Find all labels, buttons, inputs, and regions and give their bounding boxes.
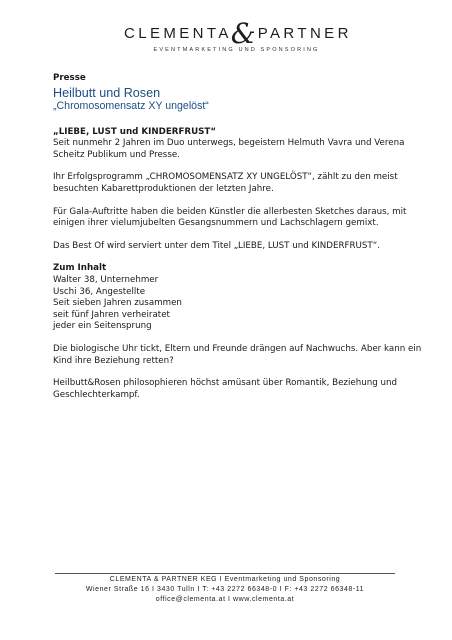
document-title: Heilbutt und Rosen	[53, 85, 161, 100]
list-item: Seit sieben Jahren zusammen	[53, 298, 182, 309]
logo-name-right: PARTNER	[257, 25, 352, 42]
show-heading: „LIEBE, LUST und KINDERFRUST“	[53, 126, 217, 137]
footer-company: CLEMENTA & PARTNER KEG I Eventmarketing und Sponsoring	[109, 576, 341, 583]
list-item: seit fünf Jahren verheiratet	[53, 309, 170, 320]
section-label: Presse	[53, 73, 86, 83]
document-body	[53, 73, 423, 412]
list-item: Uschi 36, Angestellte	[53, 286, 146, 297]
document-subtitle: „Chromosomensatz XY ungelöst“	[53, 99, 209, 112]
logo-tagline: EVENTMARKETING UND SPONSORING	[153, 47, 320, 53]
paragraph-philosophy: Heilbutt&Rosen philosophieren höchst amüsant über Romantik, Beziehung und Geschlechterkampf.	[53, 378, 398, 400]
content-list	[53, 275, 423, 333]
company-logo	[124, 17, 352, 64]
list-item: Walter 38, Unternehmer	[53, 274, 159, 285]
paragraph-best-of: Das Best Of wird serviert unter dem Titel „LIEBE, LUST und KINDERFRUST“.	[53, 240, 380, 251]
logo-ampersand: &	[230, 17, 256, 50]
paragraph-gala: Für Gala-Auftritte haben die beiden Künstler die allerbesten Sketches daraus, mit einigen ihrer vielumjubelten Gesangsnummern und Lachschlagern gemixt.	[53, 206, 407, 229]
content-heading: Zum Inhalt	[53, 263, 107, 274]
page-footer	[55, 573, 395, 605]
logo-name-left: CLEMENTA	[124, 25, 232, 42]
paragraph-program: Ihr Erfolgsprogramm „CHROMOSOMENSATZ XY UNGELÖST“, zählt zu den meist besuchten Kabarettproduktionen der letzten Jahre.	[53, 172, 398, 194]
paragraph-clock: Die biologische Uhr tickt, Eltern und Freunde drängen auf Nachwuchs. Aber kann ein Kind ihre Beziehung retten?	[53, 343, 422, 366]
list-item: jeder ein Seitensprung	[53, 321, 152, 332]
paragraph-intro: Seit nunmehr 2 Jahren im Duo unterwegs, begeistern Helmuth Vavra und Verena Scheitz Publikum und Presse.	[53, 138, 405, 160]
footer-address: Wiener Straße 16 I 3430 Tulln I T: +43 2272 66348-0 I F: +43 2272 66348-11	[85, 586, 365, 593]
footer-contact: office@clementa.at I www.clementa.at	[155, 596, 295, 603]
